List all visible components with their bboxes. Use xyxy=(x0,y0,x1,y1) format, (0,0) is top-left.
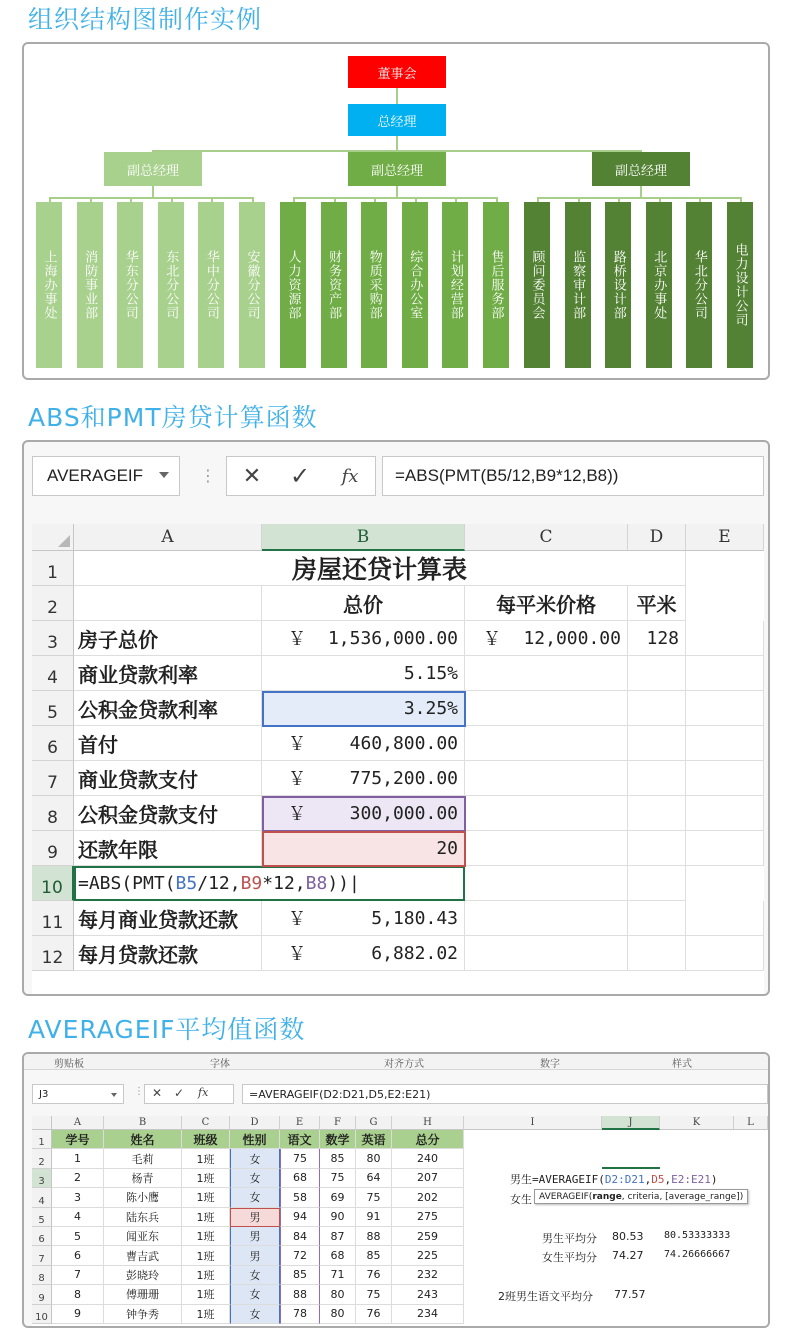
column-header-h[interactable]: H xyxy=(392,1116,464,1130)
value-cell[interactable] xyxy=(262,621,465,656)
table-cell[interactable]: 陆东兵 xyxy=(104,1208,182,1227)
value-text: 6,882.02 xyxy=(371,942,458,964)
org-vp-box-2: 副总经理 xyxy=(348,152,446,186)
row-header-3[interactable]: 3 xyxy=(32,1169,52,1188)
table-cell[interactable]: 1班 xyxy=(182,1305,230,1324)
org-dept-box: 监察审计部 xyxy=(565,202,591,368)
currency-symbol: ￥ xyxy=(288,909,306,930)
label-cell[interactable]: 商业贷款支付 xyxy=(74,761,262,796)
value-cell[interactable] xyxy=(262,936,465,971)
cell-e[interactable] xyxy=(686,656,764,691)
column-header-d[interactable]: D xyxy=(230,1116,280,1130)
cell-d[interactable] xyxy=(628,936,686,971)
cancel-icon[interactable]: ✕ xyxy=(242,463,262,489)
active-cell-indicator xyxy=(602,1149,660,1168)
table-cell[interactable]: 87 xyxy=(320,1227,356,1246)
org-gm-box: 总经理 xyxy=(348,104,446,136)
table-cell[interactable]: 75 xyxy=(320,1169,356,1188)
cell-d[interactable] xyxy=(628,656,686,691)
table-cell[interactable]: 94 xyxy=(280,1208,320,1227)
table-cell[interactable]: 80 xyxy=(320,1305,356,1324)
table-cell[interactable]: 1班 xyxy=(182,1285,230,1304)
org-dept-box: 顾问委员会 xyxy=(524,202,550,368)
table-cell[interactable]: 钟争秀 xyxy=(104,1305,182,1324)
header-unit-price-cell[interactable]: 每平米价格 xyxy=(465,586,628,621)
org-connector xyxy=(293,197,498,199)
org-dept-box: 消防事业部 xyxy=(77,202,103,368)
cell-c[interactable] xyxy=(465,866,628,901)
value-cell[interactable] xyxy=(262,726,465,761)
select-all-corner[interactable] xyxy=(32,524,74,551)
female-avg-label: 女生平均分 xyxy=(542,1251,597,1265)
cell-c[interactable] xyxy=(465,691,628,726)
org-dept-box: 电力设计公司 xyxy=(727,202,753,368)
name-box[interactable]: J3 xyxy=(32,1084,124,1104)
org-connector xyxy=(396,136,398,151)
cell-e[interactable] xyxy=(686,831,764,866)
cell-d[interactable] xyxy=(628,831,686,866)
formula-bar[interactable]: =AVERAGEIF(D2:D21,D5,E2:E21) xyxy=(242,1084,768,1104)
table-cell[interactable]: 225 xyxy=(392,1246,464,1265)
value-cell[interactable] xyxy=(262,656,465,691)
row-header-4[interactable]: 4 xyxy=(32,1188,52,1207)
label-cell[interactable]: 公积金贷款利率 xyxy=(74,691,262,726)
table-cell[interactable]: 259 xyxy=(392,1227,464,1246)
org-dept-box: 计划经营部 xyxy=(442,202,468,368)
cell-e[interactable] xyxy=(686,621,764,656)
row-header-4[interactable]: 4 xyxy=(32,656,74,691)
table-cell[interactable]: 1班 xyxy=(182,1188,230,1207)
column-header-l[interactable]: L xyxy=(734,1116,768,1130)
org-dept-box: 华北分公司 xyxy=(686,202,712,368)
formula-token: /12, xyxy=(197,873,241,894)
cell-e[interactable] xyxy=(686,691,764,726)
table-cell[interactable]: 243 xyxy=(392,1285,464,1304)
table-cell[interactable]: 3 xyxy=(52,1188,104,1207)
org-vp-box-1: 副总经理 xyxy=(104,152,202,186)
cell-d[interactable] xyxy=(628,901,686,936)
table-cell[interactable]: 彭晓玲 xyxy=(104,1266,182,1285)
fx-icon[interactable]: fx xyxy=(341,465,359,487)
separator-dots-icon: ⋮ xyxy=(200,466,216,485)
column-header-g[interactable]: G xyxy=(356,1116,392,1130)
column-header-k[interactable]: K xyxy=(660,1116,734,1130)
table-cell[interactable]: 1班 xyxy=(182,1227,230,1246)
value-text: 12,000.00 xyxy=(523,627,621,649)
unit-price-cell[interactable] xyxy=(465,621,628,656)
table-cell[interactable]: 女 xyxy=(230,1285,280,1304)
formula-token: D5 xyxy=(651,1172,665,1186)
cell-e[interactable] xyxy=(686,726,764,761)
table-cell[interactable]: 曹吉武 xyxy=(104,1246,182,1265)
org-dept-box: 东北分公司 xyxy=(158,202,184,368)
currency-symbol: ￥ xyxy=(483,629,501,650)
table-cell[interactable]: 1班 xyxy=(182,1169,230,1188)
table-cell[interactable]: 80 xyxy=(356,1149,392,1168)
ribbon-group-label: 对齐方式 xyxy=(384,1059,424,1070)
avg-section-title: AVERAGEIF平均值函数 xyxy=(28,1015,306,1044)
table-cell[interactable]: 58 xyxy=(280,1188,320,1207)
table-cell[interactable]: 1班 xyxy=(182,1246,230,1265)
name-box[interactable]: AVERAGEIF xyxy=(32,456,180,496)
class2-avg-value[interactable]: 77.57 xyxy=(614,1288,646,1302)
column-header-i[interactable]: I xyxy=(464,1116,602,1130)
currency-symbol: ￥ xyxy=(288,804,306,825)
cell-prefix-text: 女生 xyxy=(510,1193,532,1207)
label-cell[interactable]: 每月贷款还款 xyxy=(74,936,262,971)
org-dept-box: 路桥设计部 xyxy=(605,202,631,368)
table-cell[interactable]: 女 xyxy=(230,1305,280,1324)
area-cell[interactable]: 128 xyxy=(628,621,686,656)
table-cell[interactable]: 76 xyxy=(356,1266,392,1285)
table-header-cell[interactable]: 英语 xyxy=(356,1130,392,1149)
table-cell[interactable]: 1班 xyxy=(182,1208,230,1227)
cell-e[interactable] xyxy=(686,936,764,971)
table-cell[interactable]: 85 xyxy=(356,1246,392,1265)
table-cell[interactable]: 8 xyxy=(52,1285,104,1304)
reference-border-b8 xyxy=(262,796,466,832)
formula-token: , xyxy=(664,1172,672,1186)
column-header-j[interactable]: J xyxy=(602,1116,660,1130)
formula-token: =ABS(PMT( xyxy=(78,873,176,894)
table-cell[interactable]: 71 xyxy=(320,1266,356,1285)
table-cell[interactable]: 275 xyxy=(392,1208,464,1227)
abs-section-title: ABS和PMT房贷计算函数 xyxy=(28,403,318,432)
org-dept-box: 财务资产部 xyxy=(321,202,347,368)
row-header-11[interactable]: 11 xyxy=(32,901,74,936)
function-tooltip xyxy=(534,1189,748,1204)
table-cell[interactable]: 85 xyxy=(320,1149,356,1168)
row-header-2[interactable]: 2 xyxy=(32,1149,52,1168)
table-cell[interactable]: 2 xyxy=(52,1169,104,1188)
chevron-down-icon[interactable] xyxy=(159,472,169,478)
value-text: 20 xyxy=(436,837,458,859)
select-all-corner[interactable] xyxy=(32,1116,52,1130)
value-text: 5.15% xyxy=(403,662,458,684)
female-avg-full-value[interactable]: 74.26666667 xyxy=(664,1249,731,1261)
row-header-10[interactable]: 10 xyxy=(32,1305,52,1324)
cell-c[interactable] xyxy=(465,656,628,691)
fx-icon[interactable]: fx xyxy=(198,1086,209,1099)
table-cell[interactable]: 75 xyxy=(280,1149,320,1168)
row-header-2[interactable]: 2 xyxy=(32,586,74,621)
row-header-12[interactable]: 12 xyxy=(32,936,74,971)
ribbon-group-label: 样式 xyxy=(672,1059,692,1070)
row-header-10[interactable]: 10 xyxy=(32,866,74,901)
org-connector xyxy=(537,197,742,199)
column-header-a[interactable]: A xyxy=(52,1116,104,1130)
value-text: 300,000.00 xyxy=(349,802,458,824)
table-cell[interactable]: 9 xyxy=(52,1305,104,1324)
table-header-cell[interactable]: 姓名 xyxy=(104,1130,182,1149)
ribbon-group-label: 字体 xyxy=(210,1059,230,1070)
table-cell[interactable]: 202 xyxy=(392,1188,464,1207)
table-header-cell[interactable]: 总分 xyxy=(392,1130,464,1149)
cell-e[interactable] xyxy=(686,761,764,796)
table-cell[interactable]: 7 xyxy=(52,1266,104,1285)
table-cell[interactable]: 傅珊珊 xyxy=(104,1285,182,1304)
table-header-cell[interactable]: 数学 xyxy=(320,1130,356,1149)
cell-d[interactable] xyxy=(628,866,686,901)
table-cell[interactable]: 陈小鹰 xyxy=(104,1188,182,1207)
separator-dots-icon: ⋮ xyxy=(134,1086,144,1097)
row-header-5[interactable]: 5 xyxy=(32,1208,52,1227)
table-header-cell[interactable]: 班级 xyxy=(182,1130,230,1149)
table-cell[interactable]: 85 xyxy=(280,1266,320,1285)
female-avg-value[interactable]: 74.27 xyxy=(612,1249,644,1263)
row-header-7[interactable]: 7 xyxy=(32,761,74,796)
cell-e[interactable] xyxy=(686,901,764,936)
table-cell[interactable]: 69 xyxy=(320,1188,356,1207)
org-dept-box: 售后服务部 xyxy=(483,202,509,368)
table-cell[interactable]: 1班 xyxy=(182,1149,230,1168)
table-cell[interactable]: 88 xyxy=(356,1227,392,1246)
value-text: 3.25% xyxy=(403,697,458,719)
tooltip-arg: range xyxy=(592,1192,622,1203)
table-cell[interactable]: 68 xyxy=(280,1169,320,1188)
currency-symbol: ￥ xyxy=(288,629,306,650)
cell-c[interactable] xyxy=(465,831,628,866)
row-header-6[interactable]: 6 xyxy=(32,1227,52,1246)
table-cell[interactable]: 杨青 xyxy=(104,1169,182,1188)
table-cell[interactable]: 91 xyxy=(356,1208,392,1227)
ribbon-group-label: 数字 xyxy=(540,1059,560,1070)
cell-c[interactable] xyxy=(465,761,628,796)
formula-edit-cell[interactable] xyxy=(74,866,465,901)
currency-symbol: ￥ xyxy=(288,769,306,790)
label-cell[interactable]: 每月商业贷款还款 xyxy=(74,901,262,936)
column-header-d[interactable]: D xyxy=(628,524,686,551)
cell-d[interactable] xyxy=(628,691,686,726)
value-text: 460,800.00 xyxy=(349,732,458,754)
formula-token: =AVERAGEIF( xyxy=(532,1172,605,1186)
table-header-cell[interactable]: 学号 xyxy=(52,1130,104,1149)
tooltip-text: AVERAGEIF( xyxy=(539,1192,593,1203)
cell-c[interactable] xyxy=(465,936,628,971)
cell-d[interactable] xyxy=(628,761,686,796)
row-header-1[interactable]: 1 xyxy=(32,551,74,586)
org-dept-box: 华东分公司 xyxy=(117,202,143,368)
male-avg-full-value[interactable]: 80.53333333 xyxy=(664,1230,731,1241)
ribbon-group-label: 剪贴板 xyxy=(54,1059,84,1070)
row-header-3[interactable]: 3 xyxy=(32,621,74,656)
table-header-cell[interactable]: 语文 xyxy=(280,1130,320,1149)
column-header-c[interactable]: C xyxy=(182,1116,230,1130)
table-cell[interactable]: 234 xyxy=(392,1305,464,1324)
table-cell[interactable]: 4 xyxy=(52,1208,104,1227)
table-cell[interactable]: 毛莉 xyxy=(104,1149,182,1168)
table-cell[interactable]: 76 xyxy=(356,1305,392,1324)
row-header-7[interactable]: 7 xyxy=(32,1246,52,1265)
column-header-b[interactable]: B xyxy=(104,1116,182,1130)
table-cell[interactable]: 64 xyxy=(356,1169,392,1188)
cell-c[interactable] xyxy=(465,901,628,936)
table-cell[interactable]: 80 xyxy=(320,1285,356,1304)
cancel-icon[interactable]: ✕ xyxy=(152,1086,163,1100)
table-cell[interactable]: 女 xyxy=(230,1188,280,1207)
table-cell[interactable]: 女 xyxy=(230,1169,280,1188)
table-cell[interactable]: 240 xyxy=(392,1149,464,1168)
sheet-title-cell[interactable]: 房屋还贷计算表 xyxy=(74,551,686,586)
text-cursor: | xyxy=(349,873,360,894)
table-cell[interactable]: 78 xyxy=(280,1305,320,1324)
formula-token: ) xyxy=(710,1172,718,1186)
org-dept-box: 物质采购部 xyxy=(361,202,387,368)
cell-d[interactable] xyxy=(628,796,686,831)
cell-c[interactable] xyxy=(465,726,628,761)
value-text: 5,180.43 xyxy=(371,907,458,929)
formula-token: , xyxy=(644,1172,652,1186)
column-header-a[interactable]: A xyxy=(74,524,262,551)
table-cell[interactable]: 男 xyxy=(230,1227,280,1246)
org-dept-box: 上海办事处 xyxy=(36,202,62,368)
value-text: 1,536,000.00 xyxy=(327,627,458,649)
row-header-6[interactable]: 6 xyxy=(32,726,74,761)
table-cell[interactable]: 男 xyxy=(230,1208,280,1227)
class2-avg-label: 2班男生语文平均分 xyxy=(498,1290,593,1304)
cell-prefix-text: 男生 xyxy=(510,1172,532,1186)
chevron-down-icon[interactable] xyxy=(111,1093,117,1097)
column-header-c[interactable]: C xyxy=(465,524,628,551)
row-header-1[interactable]: 1 xyxy=(32,1130,52,1149)
corner-triangle-icon xyxy=(58,535,70,547)
formula-token: B5 xyxy=(175,873,198,894)
cell-c[interactable] xyxy=(465,796,628,831)
cell-d[interactable] xyxy=(628,726,686,761)
table-cell[interactable]: 5 xyxy=(52,1227,104,1246)
header-total-cell[interactable]: 总价 xyxy=(262,586,465,621)
value-cell[interactable] xyxy=(262,901,465,936)
table-header-cell[interactable]: 性别 xyxy=(230,1130,280,1149)
table-cell[interactable]: 男 xyxy=(230,1246,280,1265)
table-cell[interactable]: 84 xyxy=(280,1227,320,1246)
table-cell[interactable]: 75 xyxy=(356,1285,392,1304)
row-header-5[interactable]: 5 xyxy=(32,691,74,726)
reference-border-b5 xyxy=(262,691,466,727)
label-cell[interactable]: 公积金贷款支付 xyxy=(74,796,262,831)
formula-edit-cell[interactable] xyxy=(510,1171,717,1187)
table-cell[interactable]: 68 xyxy=(320,1246,356,1265)
header-area-cell[interactable]: 平米 xyxy=(628,586,686,621)
currency-symbol: ￥ xyxy=(288,734,306,755)
org-chart-panel xyxy=(22,42,770,380)
table-cell[interactable]: 6 xyxy=(52,1246,104,1265)
value-cell[interactable] xyxy=(262,761,465,796)
excel-averageif-panel xyxy=(22,1052,770,1328)
table-cell[interactable]: 1班 xyxy=(182,1266,230,1285)
org-dept-box: 安徽分公司 xyxy=(239,202,265,368)
excel-loan-panel xyxy=(22,440,770,996)
formula-token: E2:E21 xyxy=(671,1172,711,1186)
org-vp-box-3: 副总经理 xyxy=(592,152,690,186)
column-header-e[interactable]: E xyxy=(686,524,764,551)
table-cell[interactable]: 女 xyxy=(230,1266,280,1285)
label-cell[interactable]: 还款年限 xyxy=(74,831,262,866)
tooltip-text: , criteria, [average_range]) xyxy=(621,1192,744,1203)
org-dept-box: 华中分公司 xyxy=(198,202,224,368)
org-dept-box: 北京办事处 xyxy=(646,202,672,368)
table-cell[interactable]: 女 xyxy=(230,1149,280,1168)
formula-token: )) xyxy=(327,873,350,894)
org-connector xyxy=(396,88,398,104)
column-header-e[interactable]: E xyxy=(280,1116,320,1130)
reference-border-b9 xyxy=(262,831,466,867)
enter-icon[interactable]: ✓ xyxy=(289,462,311,490)
org-board-box: 董事会 xyxy=(348,56,446,88)
formula-token: B9 xyxy=(240,873,263,894)
cell-a2[interactable] xyxy=(74,586,262,621)
table-cell[interactable]: 90 xyxy=(320,1208,356,1227)
row-header-8[interactable]: 8 xyxy=(32,796,74,831)
formula-token: B8 xyxy=(305,873,328,894)
currency-symbol: ￥ xyxy=(288,944,306,965)
male-avg-label: 男生平均分 xyxy=(542,1232,597,1245)
column-header-b[interactable]: B xyxy=(262,524,465,551)
enter-icon[interactable]: ✓ xyxy=(174,1086,185,1100)
row-header-9[interactable]: 9 xyxy=(32,1285,52,1304)
label-cell[interactable]: 商业贷款利率 xyxy=(74,656,262,691)
row-header-8[interactable]: 8 xyxy=(32,1266,52,1285)
org-connector xyxy=(49,197,254,199)
table-cell[interactable]: 207 xyxy=(392,1169,464,1188)
org-section-title: 组织结构图制作实例 xyxy=(28,5,263,34)
label-cell[interactable]: 首付 xyxy=(74,726,262,761)
label-cell[interactable]: 房子总价 xyxy=(74,621,262,656)
row-header-9[interactable]: 9 xyxy=(32,831,74,866)
table-cell[interactable]: 232 xyxy=(392,1266,464,1285)
ribbon-group-bar xyxy=(24,1054,768,1070)
table-cell[interactable]: 88 xyxy=(280,1285,320,1304)
formula-token: *12, xyxy=(262,873,306,894)
formula-token: D2:D21 xyxy=(604,1172,645,1186)
formula-bar[interactable]: =ABS(PMT(B5/12,B9*12,B8)) xyxy=(382,456,764,496)
org-dept-box: 综合办公室 xyxy=(402,202,428,368)
male-avg-value[interactable]: 80.53 xyxy=(612,1230,644,1243)
table-cell[interactable]: 闻亚东 xyxy=(104,1227,182,1246)
table-cell[interactable]: 75 xyxy=(356,1188,392,1207)
column-header-f[interactable]: F xyxy=(320,1116,356,1130)
table-cell[interactable]: 72 xyxy=(280,1246,320,1265)
cell-e[interactable] xyxy=(686,796,764,831)
org-dept-box: 人力资源部 xyxy=(280,202,306,368)
value-text: 775,200.00 xyxy=(349,767,458,789)
table-cell[interactable]: 1 xyxy=(52,1149,104,1168)
